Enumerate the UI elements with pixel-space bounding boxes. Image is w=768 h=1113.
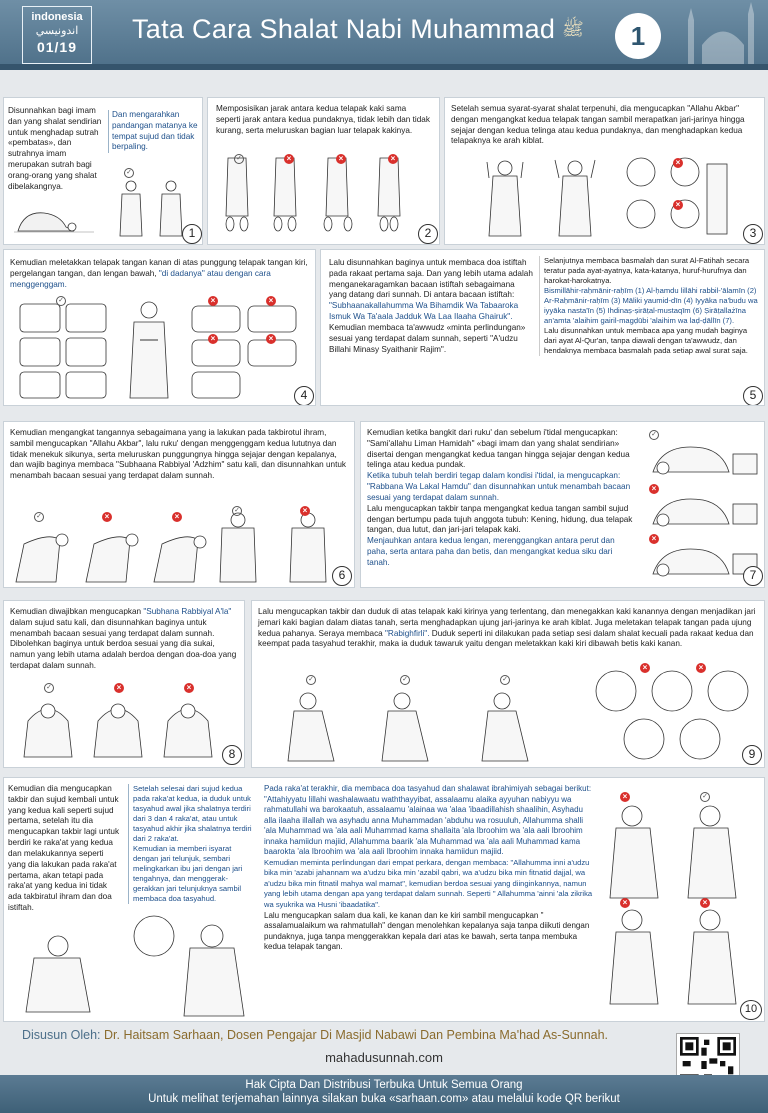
step-1-text-a: Disunnahkan bagi imam dan yang shalat sendirian untuk menghadap sutrah «pembatas», dan sutrahnya imam merupakan sutrah bagi orang-orang yang shalat dibelakangnya. xyxy=(8,106,102,191)
step-number-10: 10 xyxy=(740,1000,762,1020)
page-badge xyxy=(22,6,92,64)
sujud-figures-illustration xyxy=(643,428,761,578)
step-number-8: 8 xyxy=(222,745,242,765)
step-4-text-a-main: Kemudian meletakkan telapak tangan kanan di atas punggung telapak tangan kiri, pergelangan tangan, dan lengan bawah, xyxy=(10,258,308,278)
step-6-text-a: Kemudian mengangkat tangannya sebagaimana yang ia lakukan pada takbirotul ihram, sambil mengucapkan "Allahu Akbar", lalu ruku' dengan menggenggam kedua lututnya dan tidak menekuk sikunya, serta meluruskan punggungnya hingga sejajar dengan kepalanya, dan wajib baginya membaca "Subhaana Rabbiyal 'Adzhim" satu kali, dan disunnahkan untuk menambah bacaan sesuai yang terdapat dalam sunnah. xyxy=(10,428,346,481)
wrong-mark-icon: × xyxy=(172,512,182,522)
step-9-text xyxy=(258,607,758,650)
step-5-text-b: "Subhaanakallahumma Wa Bihamdik Wa Tabaaroka Ismuk Wa Ta'aala Jadduk Wa Laa Ilaaha Ghairuk". xyxy=(329,301,519,322)
mosque-silhouette-icon xyxy=(678,0,768,70)
step-10-text-e: Kemudian meminta perlindungan dari empat perkara, dengan membaca: "Allahumma inni a'udzu bika min 'azabi jahannam wa a'udzu bika min 'azabil qabri, wa a'udzu bika min fitnatid dajjal, wa a'udzu bika min fitnatil mahya wal mamat", kemudian berdoa sesuai yang diinginkannya, namun yang lebih utama dengan apa yang terdapat dalam sunnah. Seperti " Allahumma 'ainni 'ala zikrika wa syukrika wa Husni 'ibaadatika". xyxy=(264,857,593,910)
step-panel-5 xyxy=(320,249,765,406)
step-4-text-b: "di dadanya" atau dengan cara menggenggam. xyxy=(10,268,271,289)
step-5-text-e: Bismillāhir-raḥmānir-raḥīm (1) Al-ḥamdu lillāhi rabbil-'ālamīn (2) Ar-Raḥmānir-raḥīm (3) Māliki yaumid-dīn (4) Iyyāka na'budu wa iyyāka nasta'īn (5) Ihdinaṣ-ṣirāṭal-mustaqīm (6) Ṣirāṭallażīna an'amta 'alaihim gairil-magḍūbi 'alaihim wa laḍ-ḍāllīn (7). xyxy=(544,286,758,326)
wrong-mark-icon: × xyxy=(114,683,124,693)
step-10-column-main xyxy=(264,784,594,953)
wrong-mark-icon: × xyxy=(673,200,683,210)
wrong-mark-icon: × xyxy=(284,154,294,164)
correct-mark-icon: ✓ xyxy=(56,296,66,306)
feet-position-illustration xyxy=(216,154,431,238)
correct-mark-icon: ✓ xyxy=(649,430,659,440)
step-panel-3 xyxy=(444,97,765,245)
honorific-calligraphy: ﷺ xyxy=(562,19,584,39)
step-5-column-right xyxy=(539,256,761,356)
step-9-text-c: Duduk seperti ini dilakukan pada setiap sesi dalam shalat kecuali pada rakaat kedua dan keempat pada tasyahud terakhir, maka ia duduk tawaruk yaitu dengan meletakkan kaki kiri dibawah betis kaki kanan. xyxy=(258,628,754,649)
step-number-2: 2 xyxy=(418,224,438,244)
raising-hands-illustration xyxy=(481,154,611,238)
step-8-text-b: "Subhana Rabbiyal A'la" xyxy=(143,607,232,616)
step-9-text-a: Lalu mengucapkan takbir dan duduk di atas telapak kaki kirinya yang terlentang, dan menegakkan kaki kanannya dengan menjadikan jari jemari kaki bagian dalam diatas tanah, serta menghadapkan ujung jari-jarinya ke arah kiblat. Juga meletakan telapak tangan pada ujung kedua pahanya. Seraya membaca xyxy=(258,607,756,638)
wrong-mark-icon: × xyxy=(266,296,276,306)
sitting-figure-illustration xyxy=(18,928,98,1014)
correct-mark-icon: ✓ xyxy=(400,675,410,685)
step-panel-7 xyxy=(360,421,765,588)
correct-mark-icon: ✓ xyxy=(44,683,54,693)
hand-wrong-positions-illustration xyxy=(190,300,300,400)
step-panel-2 xyxy=(207,97,440,245)
step-4-text-a xyxy=(10,258,310,290)
step-10-text-a: Kemudian dia mengucapkan takbir dan sujud kembali untuk yang kedua kali seperti sujud pertama, setelah itu dia mengucapkan takbir lagi untuk berdiri ke raka'at yang kedua dan melakukannya seperti yang dia lakukan pada raka'at pertama, akan tetapi pada raka'at yang kedua ini tidak ada takbiratul ihram dan doa istiftah. xyxy=(8,784,120,913)
copyright-text: Hak Cipta Dan Distribusi Terbuka Untuk Semua Orang xyxy=(245,1079,523,1091)
prostrating-figure-illustration xyxy=(14,193,94,233)
step-number-9: 9 xyxy=(742,745,762,765)
correct-mark-icon: ✓ xyxy=(234,154,244,164)
correct-mark-icon: ✓ xyxy=(500,675,510,685)
wrong-mark-icon: × xyxy=(649,534,659,544)
credit-label: Disusun Oleh: xyxy=(22,1028,101,1042)
country-label: indonesia xyxy=(31,11,83,23)
step-5-column-left xyxy=(329,258,534,355)
step-10-text-b: Setelah selesai dari sujud kedua pada raka'at kedua, ia duduk untuk tasyahud awal jika shalatnya terdiri dari 3 dan 4 raka'at, atau untuk tasyahud akhir jika shalatnya terdiri dari 2 raka'at. xyxy=(133,784,252,844)
correct-mark-icon: ✓ xyxy=(306,675,316,685)
credit-name: Dr. Haitsam Sarhaan, Dosen Pengajar Di Masjid Nabawi Dan Pembina Ma'had As-Sunnah. xyxy=(104,1028,609,1042)
step-5-text-d: Selanjutnya membaca basmalah dan surat Al-Fatihah secara teratur pada ayat-ayatnya, kata-katanya, huruf-hurufnya dan harokat-harokatnya. xyxy=(544,256,750,286)
wrong-mark-icon: × xyxy=(388,154,398,164)
footer-banner xyxy=(0,1075,768,1113)
page-number-badge: 1 xyxy=(615,13,661,59)
foot-detail-illustration xyxy=(592,667,752,763)
website-link[interactable]: mahadusunnah.com xyxy=(325,1050,443,1065)
header-banner xyxy=(0,0,768,70)
wrong-mark-icon: × xyxy=(208,334,218,344)
step-panel-4 xyxy=(3,249,316,406)
page-counter: 01/19 xyxy=(36,39,78,55)
step-number-4: 4 xyxy=(294,386,314,406)
step-7-text-b: Ketika tubuh telah berdiri tegap dalam kondisi i'tidal, ia mengucapkan: "Rabbana Wa Lakal Hamdu" dan disunnahkan untuk menambah bacaan sesuai yang terdapat dalam sunnah. xyxy=(367,471,631,502)
step-panel-6 xyxy=(3,421,355,588)
step-panel-8 xyxy=(3,600,245,768)
step-1-text-b: Dan mengarahkan pandangan matanya ke tempat sujud dan tidak berpaling. xyxy=(108,110,200,153)
correct-mark-icon: ✓ xyxy=(700,792,710,802)
step-8-text-c: dalam sujud satu kali, dan disunnahkan baginya untuk menambah bacaan sesuai yang terdapat dalam sunnah. Dibolehkan baginya untuk berdoa sesuai yang dia sukai, namun yang lebih utama adalah berdoa dengan doa-doa yang terdapat dalam sunnah. xyxy=(10,617,237,671)
step-9-text-b: "Rabighfirli". xyxy=(385,628,430,638)
page-title: Tata Cara Shalat Nabi Muhammad xyxy=(132,14,556,44)
wrong-mark-icon: × xyxy=(620,792,630,802)
wrong-mark-icon: × xyxy=(649,484,659,494)
translation-note: Untuk melihat terjemahan lainnya silakan buka «sarhaan.com» atau melalui kode QR berikut xyxy=(148,1093,620,1105)
sujud-variants-illustration xyxy=(18,691,218,759)
step-5-text-c: Kemudian membaca ta'awwudz «minta perlindungan» sesuai yang terdapat dalam sunnah, seperti "A'udzu Billahi Minasy Syaithanir Rajim". xyxy=(329,322,526,354)
correct-mark-icon: ✓ xyxy=(124,168,134,178)
wrong-mark-icon: × xyxy=(620,898,630,908)
step-7-text-a: Kemudian ketika bangkit dari ruku' dan sebelum i'tidal mengucapkan: "Sami'allahu Liman Hamidah" «bagi imam dan yang shalat sendirian» disertai dengan mengangkat kedua tangan hingga sejajar dengan kedua telinga atau kedua pundak. xyxy=(367,428,630,470)
standing-figure-illustration xyxy=(114,180,148,238)
wrong-mark-icon: × xyxy=(300,506,310,516)
step-7-text-c: Lalu mengucapkan takbir tanpa mengangkat kedua tangan sambil sujud dengan bertumpu pada tujuh anggota tubuh: Kening, hidung, dua telapak tangan, dua lutut, dan jari-jari telapak kaki. xyxy=(367,503,633,535)
wrong-mark-icon: × xyxy=(673,158,683,168)
country-arabic-label: اندونيسي xyxy=(35,25,79,37)
wrong-mark-icon: × xyxy=(640,663,650,673)
step-number-6: 6 xyxy=(332,566,352,586)
wrong-mark-icon: × xyxy=(336,154,346,164)
step-panel-1 xyxy=(3,97,203,245)
step-number-7: 7 xyxy=(743,566,763,586)
step-10-text-c: Kemudian ia memberi isyarat dengan jari telunjuk, sembari melingkarkan ibu jari dengan jari tengahnya, dan menggerak-gerakkan jari telunjuknya sambil membaca doa tasyahud. xyxy=(133,844,243,904)
step-number-1: 1 xyxy=(182,224,202,244)
sitting-figures-illustration xyxy=(282,681,562,763)
step-number-3: 3 xyxy=(743,224,763,244)
wrong-mark-icon: × xyxy=(208,296,218,306)
wrong-mark-icon: × xyxy=(184,683,194,693)
step-10-text-f: Lalu mengucapkan salam dua kali, ke kanan dan ke kiri sambil mengucapkan " assalamualaikum wa rahmatullah" dengan menolehkan kepalanya saja tanpa diikuti dengan pundaknya, juga tanpa menggerakkan kepala dari atas ke bawah, serta tanpa membuka kedua telapak tangan. xyxy=(264,910,590,952)
step-8-text xyxy=(10,607,240,672)
step-7-column xyxy=(367,428,637,569)
step-2-text-a: Memposisikan jarak antara kedua telapak kaki sama seperti jarak antara kedua pundaknya, tidak lebih dan tidak kurang, serta meluruskan bagian luar telapak kakinya. xyxy=(216,104,430,135)
step-number-5: 5 xyxy=(743,386,763,406)
step-panel-9 xyxy=(251,600,765,768)
correct-mark-icon: ✓ xyxy=(34,512,44,522)
finger-gesture-illustration xyxy=(132,908,252,1018)
step-7-text-d: Menjauhkan antara kedua lengan, merenggangkan antara perut dan paha, serta antara paha dan betis, dan mengangkat kedua siku dari tanah. xyxy=(367,536,615,567)
step-panel-10 xyxy=(3,777,765,1022)
wrong-mark-icon: × xyxy=(700,898,710,908)
wrong-mark-icon: × xyxy=(696,663,706,673)
author-credit xyxy=(22,1028,608,1042)
step-5-text-a: Lalu disunnahkan baginya untuk membaca doa istiftah pada rakaat pertama saja. Dan yang lebih utama adalah menganekaragamkan bacaan istiftah sebagaimana yang datang dari sunnah. Di antara bacaan istiftah: xyxy=(329,258,533,300)
correct-mark-icon: ✓ xyxy=(232,506,242,516)
step-8-text-a: Kemudian diwajibkan mengucapkan xyxy=(10,607,142,616)
wrong-mark-icon: × xyxy=(102,512,112,522)
step-3-text-a: Setelah semua syarat-syarat shalat terpenuhi, dia mengucapkan "Allahu Akbar" dengan mengangkat kedua telapak tangan sambil merapatkan jari-jarinya hingga sejajar dengan kedua telinga atau kedua pundaknya, dan menghadapkan kedua telapaknya ke arah kiblat. xyxy=(451,104,745,146)
wrong-mark-icon: × xyxy=(266,334,276,344)
hand-placement-illustration xyxy=(18,300,108,400)
step-5-text-f: Lalu disunnahkan untuk membaca apa yang mudah baginya dari ayat Al-Qur'an, tanpa diawali dengan ta'awwudz, dan hendaknya membaca basmalah pada setiap awal surat saja. xyxy=(544,326,748,356)
standing-figure-illustration xyxy=(124,300,174,400)
step-10-column-mid xyxy=(128,784,258,904)
step-10-text-d: Pada raka'at terakhir, dia membaca doa tasyahud dan shalawat ibrahimiyah sebagai berikut: "Attahiyyatu lillahi washalawaatu waththayyibat, assalaamu alaika ayyuhan nabiyyu wa rahmatullahi wa barokaatuh, assalaamu 'alainaa wa 'alaa 'ibaadillahish shaalihin, Asyhadu alla ilaaha illallah wa asyhadu anna Muhammadan 'abduhu wa rosuuluh, Allahumma shalli 'ala Muhammad wa 'ala aali Muhammad kama shallaita 'ala Ibroohim wa 'ala aali Ibroohim innaka hamiidun majiid, Allahumma baarik 'ala Muhammad wa 'ala aali Muhammad kama baarokta 'ala Ibroohim wa 'ala aali Ibroohim innaka hamiidun majiid. xyxy=(264,784,592,857)
